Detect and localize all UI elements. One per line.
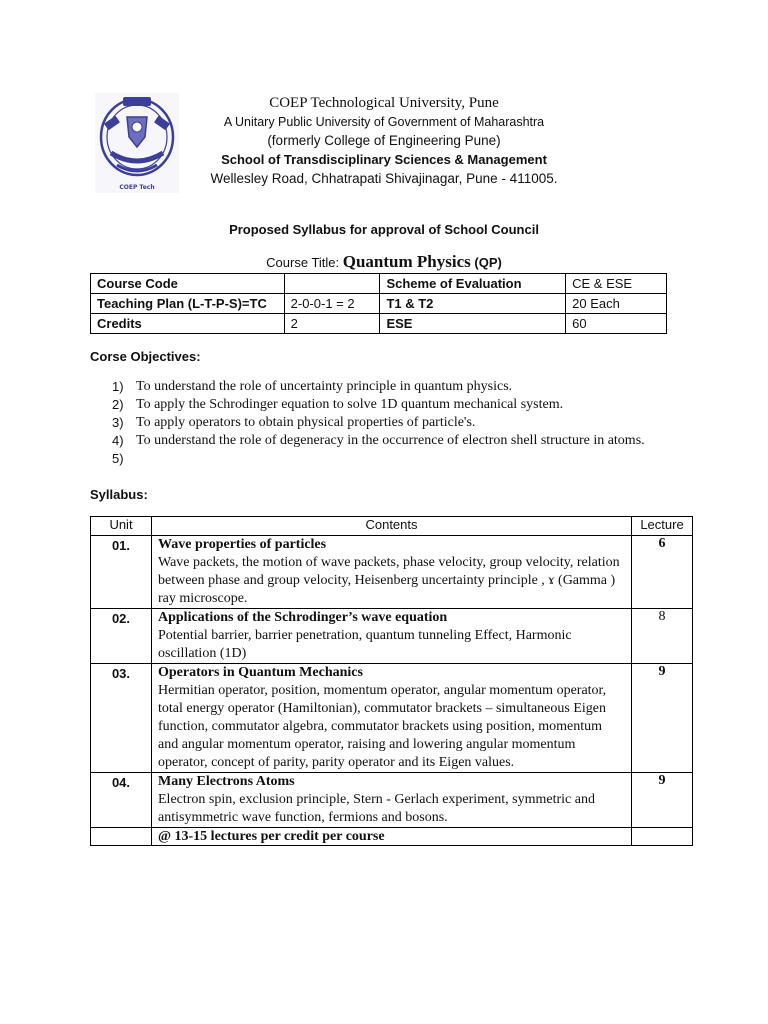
objective-item — [112, 432, 678, 450]
address-line: Wellesley Road, Chhatrapati Shivajinagar, Pune - 411005. — [210, 171, 558, 186]
unit-contents — [152, 773, 632, 828]
info-cell — [284, 274, 380, 294]
unit-contents — [152, 664, 632, 773]
info-cell: Scheme of Evaluation — [380, 274, 566, 294]
credit-note: @ 13-15 lectures per credit per course — [152, 828, 632, 846]
syllabus-row — [91, 536, 693, 609]
info-cell: Teaching Plan (L-T-P-S)=TC — [91, 294, 285, 314]
objective-text: To apply operators to obtain physical properties of particle's. — [136, 415, 476, 430]
objective-text: To understand the role of uncertainty principle in quantum physics. — [136, 379, 513, 394]
objective-item — [112, 450, 678, 468]
info-row — [91, 274, 667, 294]
university-name: COEP Technological University, Pune — [269, 95, 499, 111]
lecture-count: 6 — [632, 536, 693, 609]
course-title-abbr: (QP) — [474, 255, 502, 270]
syllabus-heading: Syllabus: — [90, 487, 148, 502]
formerly-line: (formerly College of Engineering Pune) — [267, 133, 501, 148]
syllabus-row — [91, 773, 693, 828]
document-header — [190, 94, 578, 189]
objective-item — [112, 414, 678, 432]
unit-contents — [152, 536, 632, 609]
course-info-table — [90, 273, 667, 334]
info-cell: Credits — [91, 314, 285, 334]
unit-topic: Operators in Quantum Mechanics — [158, 665, 363, 680]
unit-topic: Applications of the Schrodinger’s wave equation — [158, 610, 448, 625]
objective-number: 2) — [112, 397, 124, 412]
unit-number: 01. — [91, 536, 152, 609]
footer-empty-cell — [91, 828, 152, 846]
proposal-heading: Proposed Syllabus for approval of School Council — [229, 222, 539, 237]
info-cell: 20 Each — [566, 294, 667, 314]
objective-text: To understand the role of degeneracy in the occurrence of electron shell structure in atoms. — [136, 433, 645, 448]
syllabus-header-row — [91, 517, 693, 536]
unit-topic: Many Electrons Atoms — [158, 774, 295, 789]
unit-details: Potential barrier, barrier penetration, quantum tunneling Effect, Harmonic oscillation (1D) — [158, 628, 572, 661]
school-name: School of Transdisciplinary Sciences & Management — [221, 152, 547, 167]
syllabus-footer-row — [91, 828, 693, 846]
unit-number: 03. — [91, 664, 152, 773]
unitary-line: A Unitary Public University of Government of Maharashtra — [223, 115, 545, 129]
syllabus-row — [91, 609, 693, 664]
objective-item — [112, 378, 678, 396]
university-logo — [95, 93, 179, 193]
syllabus-row — [91, 664, 693, 773]
objective-text: To apply the Schrodinger equation to solve 1D quantum mechanical system. — [136, 397, 564, 412]
objectives-list — [112, 378, 678, 468]
objective-number: 1) — [112, 379, 124, 394]
objective-number: 5) — [112, 451, 124, 466]
unit-details: Wave packets, the motion of wave packets, phase velocity, group velocity, relation between phase and group velocity, Heisenberg uncertainty principle , ɤ (Gamma ) ray microscope. — [158, 555, 620, 606]
objectives-heading: Corse Objectives: — [90, 349, 201, 364]
info-row — [91, 314, 667, 334]
logo-caption: COEP Tech — [119, 184, 155, 191]
unit-contents — [152, 609, 632, 664]
info-cell: ESE — [380, 314, 566, 334]
objective-number: 4) — [112, 433, 124, 448]
objective-number: 3) — [112, 415, 124, 430]
column-header-lecture: Lecture — [632, 517, 693, 536]
objective-text — [136, 450, 678, 468]
info-row — [91, 294, 667, 314]
info-cell: Course Code — [91, 274, 285, 294]
info-cell: 60 — [566, 314, 667, 334]
info-cell: CE & ESE — [566, 274, 667, 294]
course-title-line — [0, 252, 768, 272]
objective-item — [112, 396, 678, 414]
info-cell: 2 — [284, 314, 380, 334]
footer-empty-cell — [632, 828, 693, 846]
unit-number: 04. — [91, 773, 152, 828]
info-cell: T1 & T2 — [380, 294, 566, 314]
unit-details: Hermitian operator, position, momentum operator, angular momentum operator, total energy operator (Hamiltonian), commutator brackets – simultaneous Eigen function, commutator algebra, commutator brackets using position, momentum and angular momentum operator, raising and lowering angular momentum operator, concept of parity, parity operator and its Eigen values. — [158, 683, 607, 770]
lecture-count: 9 — [632, 664, 693, 773]
course-title-label: Course Title: — [266, 255, 343, 270]
lecture-count: 8 — [632, 609, 693, 664]
info-cell: 2-0-0-1 = 2 — [284, 294, 380, 314]
unit-topic: Wave properties of particles — [158, 537, 327, 552]
column-header-unit: Unit — [91, 517, 152, 536]
unit-number: 02. — [91, 609, 152, 664]
column-header-contents: Contents — [152, 517, 632, 536]
syllabus-table — [90, 516, 693, 846]
lecture-count: 9 — [632, 773, 693, 828]
unit-details: Electron spin, exclusion principle, Stern - Gerlach experiment, symmetric and antisymmetric wave function, fermions and bosons. — [158, 792, 595, 825]
course-title-value: Quantum Physics — [342, 252, 471, 271]
